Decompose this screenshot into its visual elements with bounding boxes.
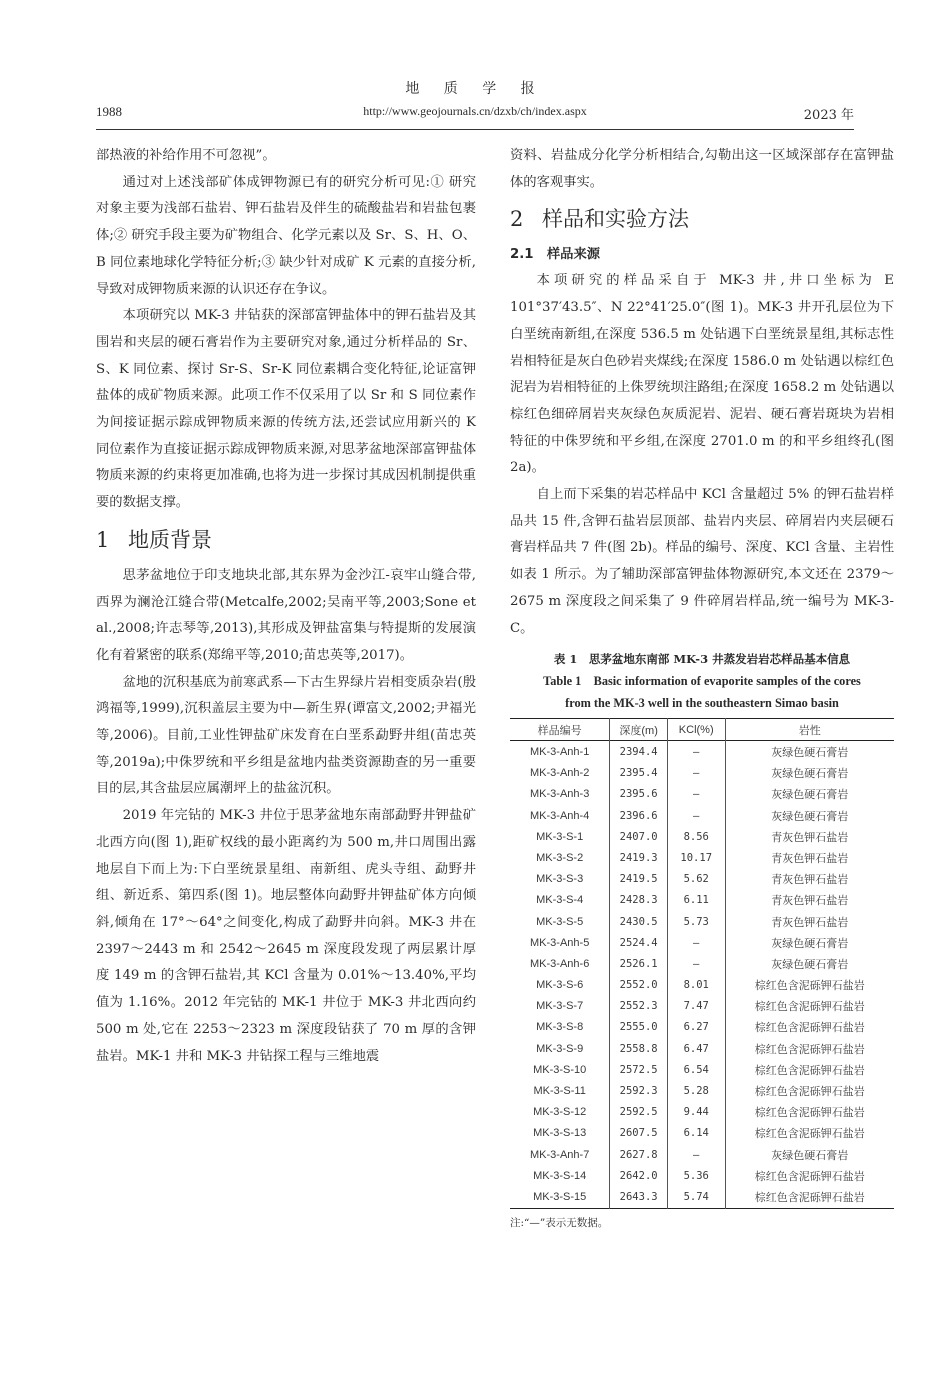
table-row — [510, 1144, 894, 1165]
table-cell: — — [667, 953, 725, 974]
table-cell: MK-3-Anh-2 — [530, 767, 590, 780]
table-cell: MK-3-S-13 — [533, 1127, 587, 1140]
table-row — [510, 911, 894, 932]
table-cell: 2524.4 — [610, 932, 668, 953]
samples-table — [510, 718, 894, 1208]
table-cell: 2592.3 — [610, 1080, 668, 1101]
paragraph: 本项研究的样品采自于 MK-3 井,井口坐标为 E 101°37′43.5″、N 22°41′25.0″(图 1)。MK-3 井开孔层位为下白垩统南新组,在深度 536.5 m 处钻遇下白垩统景星组,其标志性岩相特征是灰白色砂岩夹煤线;在深度 1586.0 m 处钻遇以棕红色泥岩为岩相特征的上侏罗统坝注路组;在深度 1658.2 m 处钻遇以棕红色细碎屑岩夹灰绿色灰质泥岩、泥岩、硬石膏岩斑块为岩相特征的中侏罗统和平乡组,在深度 2701.0 m 的和平乡组终孔(图 2a)。 — [510, 273, 894, 476]
publication-year: 2023 年 — [803, 108, 854, 123]
table-cell: 2419.5 — [610, 869, 668, 890]
table-cell: MK-3-S-10 — [533, 1063, 587, 1076]
table-cell: 2430.5 — [610, 911, 668, 932]
table-row — [510, 1102, 894, 1123]
table-cell: 2552.3 — [610, 996, 668, 1017]
table-cell: 8.56 — [667, 826, 725, 847]
table-cell: 10.17 — [667, 847, 725, 868]
table-cell: MK-3-S-15 — [533, 1190, 587, 1203]
paragraph: 资料、岩盐成分化学分析相结合,勾勒出这一区域深部存在富钾盐体的客观事实。 — [510, 148, 894, 190]
table-cell: MK-3-S-7 — [536, 1000, 584, 1013]
table-cell: 灰绿色硬石膏岩 — [725, 1144, 894, 1165]
table-cell: 棕红色含泥砾钾石盐岩 — [725, 1123, 894, 1144]
table-cell: 青灰色钾石盐岩 — [725, 847, 894, 868]
table-cell: 6.47 — [667, 1038, 725, 1059]
table-cell: 灰绿色硬石膏岩 — [725, 953, 894, 974]
table-cell: MK-3-S-6 — [536, 979, 584, 992]
table-cell: 青灰色钾石盐岩 — [725, 890, 894, 911]
table-row — [510, 975, 894, 996]
table-cell: 6.27 — [667, 1017, 725, 1038]
table-row — [510, 996, 894, 1017]
table-row — [510, 1165, 894, 1186]
table-cell: 6.14 — [667, 1123, 725, 1144]
paragraph: 部热液的补给作用不可忽视”。 — [96, 148, 276, 163]
table-cell: 5.62 — [667, 869, 725, 890]
table-cell: 6.11 — [667, 890, 725, 911]
table-cell: 棕红色含泥砾钾石盐岩 — [725, 975, 894, 996]
table-cell: 2558.8 — [610, 1038, 668, 1059]
running-header — [96, 78, 854, 130]
left-column — [96, 143, 476, 1070]
section-title: 地质背景 — [128, 527, 212, 552]
table-caption-en: from the MK-3 well in the southeastern Simao basin — [565, 696, 839, 711]
table-cell: — — [667, 784, 725, 805]
table-cell: 棕红色含泥砾钾石盐岩 — [725, 1102, 894, 1123]
table-cell: 5.73 — [667, 911, 725, 932]
table-cell: 2627.8 — [610, 1144, 668, 1165]
table-header-row — [510, 719, 894, 741]
table-cell: 2395.4 — [610, 763, 668, 784]
table-cell: 2407.0 — [610, 826, 668, 847]
table-cell: MK-3-Anh-5 — [530, 936, 590, 949]
table-cell: 棕红色含泥砾钾石盐岩 — [725, 1038, 894, 1059]
paragraph: 思茅盆地位于印支地块北部,其东界为金沙江-哀牢山缝合带,西界为澜沧江缝合带(Metcalfe,2002;吴南平等,2003;Sone et al.,2008;许志琴等,2013),其形成及钾盐富集与特提斯的发展演化有着紧密的联系(郑绵平等,2010;苗忠英等,2017)。 — [96, 567, 476, 663]
section-title: 样品和实验方法 — [542, 207, 689, 232]
table-cell: MK-3-Anh-6 — [530, 957, 590, 970]
table-row — [510, 890, 894, 911]
table-cell: — — [667, 741, 725, 763]
table-cell: 2643.3 — [610, 1186, 668, 1208]
table-cell: 灰绿色硬石膏岩 — [725, 741, 894, 763]
table-cell: MK-3-S-2 — [536, 851, 584, 864]
table-row — [510, 1059, 894, 1080]
table-cell: 2572.5 — [610, 1059, 668, 1080]
table-cell: 2555.0 — [610, 1017, 668, 1038]
table-cell: MK-3-S-8 — [536, 1021, 584, 1034]
table-cell: 青灰色钾石盐岩 — [725, 826, 894, 847]
table-note: 注:“—”表示无数据。 — [510, 1216, 609, 1229]
table-cell: MK-3-S-5 — [536, 915, 584, 928]
journal-url[interactable]: http://www.geojournals.cn/dzxb/ch/index.aspx — [363, 104, 587, 118]
table-cell: 2395.6 — [610, 784, 668, 805]
section-heading-1 — [96, 523, 476, 557]
table-cell: MK-3-S-14 — [533, 1169, 587, 1182]
table-row — [510, 784, 894, 805]
table-row — [510, 932, 894, 953]
section-number: 2 — [510, 207, 524, 232]
table-row — [510, 741, 894, 763]
table-cell: 2526.1 — [610, 953, 668, 974]
table-caption-en: Table 1 Basic information of evaporite samples of the cores — [543, 674, 861, 689]
column-header: 深度(m) — [610, 719, 668, 741]
paragraph: 本项研究以 MK-3 井钻获的深部富钾盐体中的钾石盐岩及其围岩和夹层的硬石膏岩作为主要研究对象,通过分析样品的 Sr、S、K 同位素、探讨 Sr-S、Sr-K 同位素耦合变化特征,论证富钾盐体的成矿物质来源。此项工作不仅采用了以 Sr 和 S 同位素作为间接证据示踪成钾物质来源的传统方法,还尝试应用新兴的 K 同位素作为直接证据示踪成钾物质来源,对思茅盆地深部富钾盐体物质来源的约束将更加准确,也将为进一步探讨其成因机制提供重要的数据支撑。 — [96, 308, 476, 511]
table-row — [510, 763, 894, 784]
table-cell: MK-3-S-12 — [533, 1106, 587, 1119]
paragraph: 通过对上述浅部矿体成钾物源已有的研究分析可见:① 研究对象主要为浅部石盐岩、钾石盐岩及伴生的硫酸盐岩和岩盐包裹体;② 研究手段主要为矿物组合、化学元素以及 Sr、S、H、O、B 同位素地球化学特征分析;③ 缺少针对成矿 K 元素的直接分析,导致对成钾物质来源的认识还存在争议。 — [96, 174, 476, 297]
table-cell: 8.01 — [667, 975, 725, 996]
table-cell: 2428.3 — [610, 890, 668, 911]
column-header: 样品编号 — [537, 724, 582, 737]
table-row — [510, 847, 894, 868]
table-row — [510, 1017, 894, 1038]
table-cell: 7.47 — [667, 996, 725, 1017]
paragraph: 自上而下采集的岩芯样品中 KCl 含量超过 5% 的钾石盐岩样品共 15 件,含钾石盐岩层顶部、盐岩内夹层、碎屑岩内夹层硬石膏岩样品共 7 件(图 2b)。样品的编号、深度、KCl 含量、主岩性如表 1 所示。为了辅助深部富钾盐体物源研究,本文还在 2379～2675 m 深度段之间采集了 9 件碎屑岩样品,统一编号为 MK-3-C。 — [510, 487, 894, 636]
table-cell: MK-3-Anh-1 — [530, 746, 590, 759]
table-cell: 灰绿色硬石膏岩 — [725, 784, 894, 805]
column-header: KCl(%) — [667, 719, 725, 741]
table-cell: 棕红色含泥砾钾石盐岩 — [725, 1080, 894, 1101]
table-row — [510, 869, 894, 890]
header-rule — [96, 129, 854, 130]
table-cell: — — [667, 805, 725, 826]
column-header: 岩性 — [725, 719, 894, 741]
table-cell: MK-3-Anh-4 — [530, 809, 590, 822]
table-row — [510, 1080, 894, 1101]
table-cell: 青灰色钾石盐岩 — [725, 869, 894, 890]
subsection-heading: 2.1 样品来源 — [510, 247, 601, 263]
table-row — [510, 805, 894, 826]
table-cell: 棕红色含泥砾钾石盐岩 — [725, 1165, 894, 1186]
table-cell: MK-3-Anh-3 — [530, 788, 590, 801]
table-cell: 灰绿色硬石膏岩 — [725, 805, 894, 826]
table-cell: — — [667, 932, 725, 953]
table-cell: MK-3-S-9 — [536, 1042, 584, 1055]
paragraph: 盆地的沉积基底为前寒武系—下古生界绿片岩相变质杂岩(殷鸿福等,1999),沉积盖层主要为中—新生界(谭富文,2002;尹福光等,2006)。目前,工业性钾盐矿床发育在白垩系勐野井组(苗忠英等,2019a);中侏罗统和平乡组是盆地内盐类资源勘查的另一重要目的层,其含盐层应属潮坪上的盐盆沉积。 — [96, 674, 476, 797]
table-cell: MK-3-S-11 — [533, 1085, 586, 1098]
table-cell: 青灰色钾石盐岩 — [725, 911, 894, 932]
table-caption-cn: 表 1 思茅盆地东南部 MK-3 井蒸发岩岩芯样品基本信息 — [553, 652, 851, 667]
section-heading-2 — [510, 202, 894, 236]
table-cell: 2552.0 — [610, 975, 668, 996]
table-row — [510, 1038, 894, 1059]
table-cell: 棕红色含泥砾钾石盐岩 — [725, 996, 894, 1017]
table-cell: 6.54 — [667, 1059, 725, 1080]
table-body — [510, 741, 894, 1208]
table-cell: 2607.5 — [610, 1123, 668, 1144]
table-cell: 2592.5 — [610, 1102, 668, 1123]
table-cell: — — [667, 763, 725, 784]
section-number: 1 — [96, 527, 110, 552]
table-cell: 棕红色含泥砾钾石盐岩 — [725, 1186, 894, 1208]
table-cell: 2394.4 — [610, 741, 668, 763]
table-cell: 5.28 — [667, 1080, 725, 1101]
table-cell: 棕红色含泥砾钾石盐岩 — [725, 1059, 894, 1080]
table-cell: 2419.3 — [610, 847, 668, 868]
table-row — [510, 1186, 894, 1208]
table-cell: MK-3-Anh-7 — [530, 1148, 590, 1161]
journal-title: 地 质 学 报 — [405, 81, 545, 97]
table-cell: 棕红色含泥砾钾石盐岩 — [725, 1017, 894, 1038]
table-row — [510, 826, 894, 847]
table-cell: 2396.6 — [610, 805, 668, 826]
table-cell: — — [667, 1144, 725, 1165]
table-row — [510, 953, 894, 974]
table-cell: 9.44 — [667, 1102, 725, 1123]
table-cell: 5.74 — [667, 1186, 725, 1208]
table-row — [510, 1123, 894, 1144]
table-cell: MK-3-S-1 — [536, 830, 584, 843]
paragraph: 2019 年完钻的 MK-3 井位于思茅盆地东南部勐野井钾盐矿北西方向(图 1),距矿权线的最小距离约为 500 m,井口周围出露地层自下而上为:下白垩统景星组、南新组、虎头寺组、勐野井组、新近系、第四系(图 1)。地层整体向勐野井钾盐矿体方向倾斜,倾角在 17°～64°之间变化,构成了勐野井向斜。MK-3 井在 2397～2443 m 和 2542～2645 m 深度段发现了两层累计厚度 149 m 的含钾石盐岩,其 KCl 含量为 0.01%～13.40%,平均值为 1.16%。2012 年完钻的 MK-1 井位于 MK-3 井北西向约 500 m 处,它在 2253～2323 m 深度段钻获了 70 m 厚的含钾盐岩。MK-1 井和 MK-3 井钻探工程与三维地震 — [96, 808, 476, 1064]
right-column — [510, 143, 894, 1230]
table-cell: 灰绿色硬石膏岩 — [725, 763, 894, 784]
table-cell: 5.36 — [667, 1165, 725, 1186]
page-number: 1988 — [96, 104, 122, 119]
table-cell: 2642.0 — [610, 1165, 668, 1186]
table-cell: MK-3-S-3 — [536, 873, 584, 886]
table-cell: 灰绿色硬石膏岩 — [725, 932, 894, 953]
table-cell: MK-3-S-4 — [536, 894, 584, 907]
